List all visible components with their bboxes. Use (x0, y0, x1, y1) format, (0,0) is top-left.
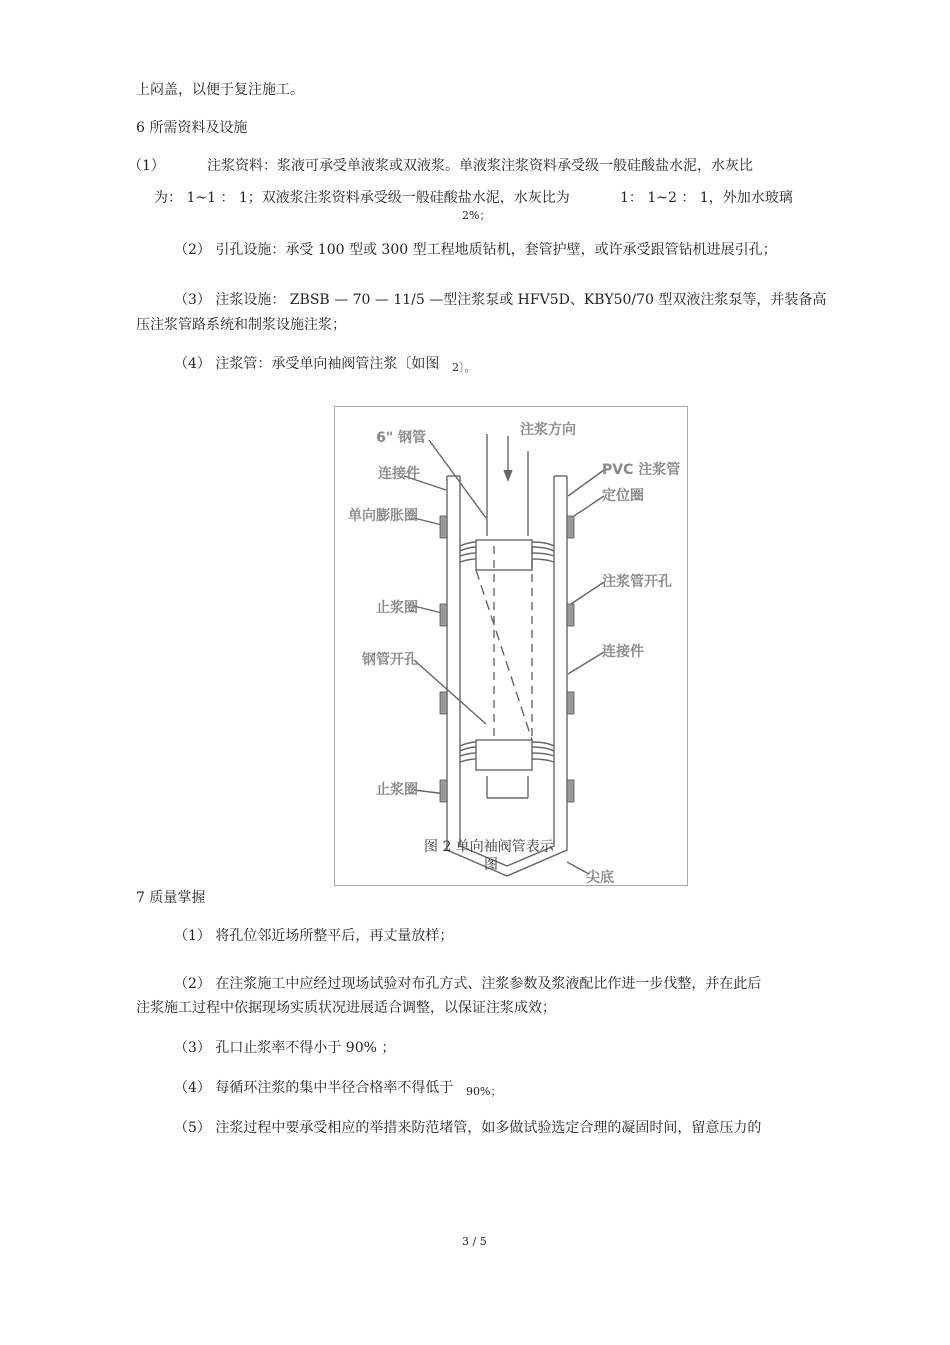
label-steel-pipe: 6" 钢管 (376, 430, 426, 446)
sleeve-valve-pipe-diagram (334, 406, 688, 886)
s7-item4-tail: 90%； (466, 1085, 502, 1098)
item3-line1: （3） 注浆设施： ZBSB — 70 — 11/5 —型注浆泵或 HFV5D、KBY50/70 型双液注浆泵等，并装备高 (174, 292, 827, 308)
s7-item2-line2: 注浆施工过程中依据现场实质状况进展适合调整，以保证注浆成效； (136, 1000, 556, 1016)
item1-ratio: 1： 1~2 ： 1，外加水玻璃 (620, 190, 793, 206)
label-connector-left: 连接件 (378, 466, 420, 482)
label-stop-ring-1: 止浆圈 (376, 600, 418, 616)
page-number: 3 / 5 (462, 1235, 487, 1248)
figure-caption: 图 2 单向袖阀管表示 (424, 839, 554, 855)
s7-item3: （3） 孔口止浆率不得小于 90% ； (174, 1040, 396, 1056)
label-steel-hole: 钢管开孔 (362, 652, 418, 668)
item1-line2: 为： 1~1 ： 1；双液浆注浆资料承受级一般硅酸盐水泥，水灰比为 (154, 190, 570, 206)
label-locating-ring: 定位圈 (602, 488, 644, 504)
label-expansion-ring: 单向膨胀圈 (348, 508, 418, 524)
item1-num: （1） (128, 158, 165, 174)
label-pipe-hole: 注浆管开孔 (602, 574, 672, 590)
intro-line: 上闷盖，以便于复注施工。 (136, 82, 304, 98)
figure-caption-cont: 图 (484, 857, 498, 873)
item1-line3: 2%； (462, 209, 491, 222)
s7-item4-main: （4） 每循环注浆的集中半径合格率不得低于 (174, 1080, 454, 1096)
label-direction: 注浆方向 (520, 422, 576, 438)
label-pvc: PVC 注浆管 (602, 462, 681, 478)
section6-title: 6 所需资料及设施 (136, 120, 248, 136)
item1-line1: 注浆资料：浆液可承受单液浆或双液浆。单液浆注浆资料承受级一般硅酸盐水泥，水灰比 (207, 158, 753, 174)
item2: （2） 引孔设施：承受 100 型或 300 型工程地质钻机，套管护壁，或许承受跟管钻机进展引孔； (174, 242, 777, 258)
item3-line2: 压注浆管路系统和制浆设施注浆； (136, 317, 346, 333)
section7-title: 7 质量掌握 (136, 890, 206, 906)
s7-item2-line1: （2） 在注浆施工中应经过现场试验对布孔方式、注浆参数及浆液配比作进一步伐整，并在此后 (174, 976, 762, 992)
s7-item1: （1） 将孔位邻近场所整平后，再丈量放样； (174, 928, 454, 944)
item4-tail: 2〕。 (452, 361, 476, 374)
item4-main: （4） 注浆管：承受单向袖阀管注浆〔如图 (174, 356, 440, 372)
sleeve-valve-pipe-figure (334, 406, 688, 886)
label-connector-right: 连接件 (602, 644, 644, 660)
label-stop-ring-2: 止浆圈 (376, 782, 418, 798)
label-bottom: 尖底 (586, 870, 614, 886)
s7-item5: （5） 注浆过程中要承受相应的举措来防范堵管，如多做试验选定合理的凝固时间，留意压力的 (174, 1120, 762, 1136)
